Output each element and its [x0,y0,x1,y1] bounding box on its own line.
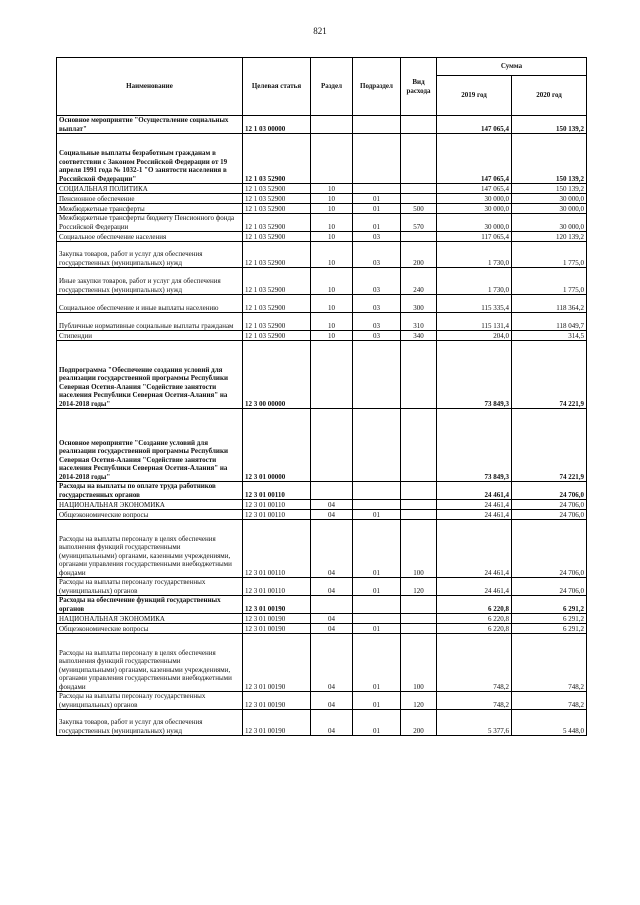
row-name-cell: Межбюджетные трансферты бюджету Пенсионного фонда Российской Федерации [57,214,243,232]
table-row [57,596,587,614]
row-code-cell: 12 1 03 52900 [243,295,311,313]
row-expense-type-cell: 240 [401,268,437,295]
header-sum: Сумма [437,58,587,76]
row-section-cell: 10 [311,232,353,242]
row-subsection-cell: 01 [353,214,401,232]
row-name-cell: Расходы на выплаты персоналу государственных (муниципальных) органов [57,692,243,710]
row-section-cell [311,409,353,482]
row-2020-value: 118 049,7 [512,313,587,331]
header-year-2019: 2019 год [437,76,512,116]
row-2020-value: 150 139,2 [512,116,587,134]
row-section-cell: 04 [311,510,353,520]
row-name-cell: Публичные нормативные социальные выплаты гражданам [57,313,243,331]
row-name-cell: Социальное обеспечение населения [57,232,243,242]
table-row [57,341,587,409]
table-row [57,268,587,295]
row-2020-value: 30 000,0 [512,194,587,204]
header-code: Целевая статья [243,58,311,116]
header-expense-type: Вид расхода [401,58,437,116]
table-row [57,204,587,214]
table-row [57,710,587,736]
row-2020-value: 118 364,2 [512,295,587,313]
row-section-cell [311,341,353,409]
row-2020-value: 24 706,0 [512,500,587,510]
row-2020-value: 150 139,2 [512,184,587,194]
row-code-cell: 12 3 01 00110 [243,520,311,578]
row-2019-value: 6 220,8 [437,596,512,614]
header-section: Раздел [311,58,353,116]
row-subsection-cell: 01 [353,634,401,692]
row-subsection-cell: 01 [353,204,401,214]
row-2020-value: 30 000,0 [512,204,587,214]
row-name-cell: Подпрограмма "Обеспечение создания условий для реализации государственной программы Республики Северная Осетия-Алания "Содействие занятости населения Республики Северная Осетия-Алания" на 2014-2018 годы" [57,341,243,409]
row-subsection-cell [353,409,401,482]
row-code-cell: 12 3 01 00000 [243,409,311,482]
table-row [57,214,587,232]
row-expense-type-cell [401,596,437,614]
row-subsection-cell [353,500,401,510]
row-section-cell: 04 [311,500,353,510]
row-name-cell: Социальные выплаты безработным гражданам в соответствии с Законом Российской Федерации от 19 апреля 1991 года № 1032-1 "О занятости населения в Российской Федерации" [57,134,243,184]
row-code-cell: 12 1 03 52900 [243,134,311,184]
row-subsection-cell: 01 [353,578,401,596]
row-expense-type-cell: 120 [401,578,437,596]
row-2020-value: 24 706,0 [512,520,587,578]
row-code-cell: 12 1 03 00000 [243,116,311,134]
row-2019-value: 24 461,4 [437,520,512,578]
row-expense-type-cell [401,510,437,520]
row-2019-value: 24 461,4 [437,500,512,510]
table-row [57,614,587,624]
row-2019-value: 1 730,0 [437,242,512,268]
row-section-cell: 10 [311,313,353,331]
row-2020-value: 30 000,0 [512,214,587,232]
row-2019-value: 115 335,4 [437,295,512,313]
row-2019-value: 117 065,4 [437,232,512,242]
row-section-cell: 10 [311,268,353,295]
row-expense-type-cell: 200 [401,710,437,736]
page-number: 821 [313,26,327,36]
row-expense-type-cell: 100 [401,634,437,692]
row-code-cell: 12 3 01 00190 [243,692,311,710]
row-name-cell: Общеэкономические вопросы [57,624,243,634]
row-section-cell: 10 [311,242,353,268]
table-row [57,510,587,520]
row-code-cell: 12 3 01 00190 [243,614,311,624]
row-name-cell: Стипендии [57,331,243,341]
row-subsection-cell: 01 [353,194,401,204]
row-subsection-cell [353,614,401,624]
row-2020-value: 24 706,0 [512,482,587,500]
row-name-cell: Социальное обеспечение и иные выплаты населению [57,295,243,313]
row-2020-value: 6 291,2 [512,596,587,614]
row-subsection-cell [353,184,401,194]
row-subsection-cell: 01 [353,710,401,736]
row-2019-value: 748,2 [437,634,512,692]
row-section-cell: 04 [311,634,353,692]
table-row [57,578,587,596]
table-row [57,624,587,634]
row-expense-type-cell [401,409,437,482]
table-row [57,409,587,482]
row-section-cell: 04 [311,578,353,596]
row-section-cell [311,116,353,134]
table-row [57,500,587,510]
row-code-cell: 12 3 01 00190 [243,710,311,736]
row-section-cell: 10 [311,184,353,194]
row-section-cell [311,134,353,184]
row-expense-type-cell [401,134,437,184]
row-2019-value: 30 000,0 [437,214,512,232]
row-section-cell: 10 [311,214,353,232]
row-name-cell: Закупка товаров, работ и услуг для обеспечения государственных (муниципальных) нужд [57,710,243,736]
table-row [57,482,587,500]
row-2019-value: 115 131,4 [437,313,512,331]
row-name-cell: Межбюджетные трансферты [57,204,243,214]
row-subsection-cell: 03 [353,242,401,268]
row-code-cell: 12 3 01 00190 [243,634,311,692]
row-2019-value: 147 065,4 [437,134,512,184]
row-name-cell: НАЦИОНАЛЬНАЯ ЭКОНОМИКА [57,500,243,510]
row-section-cell: 10 [311,331,353,341]
row-name-cell: СОЦИАЛЬНАЯ ПОЛИТИКА [57,184,243,194]
row-expense-type-cell: 200 [401,242,437,268]
row-section-cell: 04 [311,692,353,710]
row-subsection-cell: 01 [353,624,401,634]
row-code-cell: 12 3 00 00000 [243,341,311,409]
row-code-cell: 12 1 03 52900 [243,313,311,331]
row-expense-type-cell [401,341,437,409]
row-expense-type-cell: 300 [401,295,437,313]
row-2019-value: 1 730,0 [437,268,512,295]
row-section-cell [311,482,353,500]
row-subsection-cell: 01 [353,692,401,710]
row-code-cell: 12 3 01 00110 [243,482,311,500]
header-subsection: Подраздел [353,58,401,116]
row-code-cell: 12 3 01 00110 [243,510,311,520]
row-expense-type-cell [401,482,437,500]
table-row [57,116,587,134]
row-subsection-cell: 01 [353,520,401,578]
row-2020-value: 6 291,2 [512,624,587,634]
header-name: Наименование [57,58,243,116]
row-2019-value: 6 220,8 [437,614,512,624]
row-subsection-cell: 03 [353,313,401,331]
row-2019-value: 147 065,4 [437,116,512,134]
row-name-cell: НАЦИОНАЛЬНАЯ ЭКОНОМИКА [57,614,243,624]
row-2020-value: 74 221,9 [512,409,587,482]
row-2019-value: 147 065,4 [437,184,512,194]
row-code-cell: 12 1 03 52900 [243,194,311,204]
row-section-cell: 04 [311,710,353,736]
row-2020-value: 6 291,2 [512,614,587,624]
row-section-cell: 10 [311,295,353,313]
table-row [57,295,587,313]
row-expense-type-cell: 340 [401,331,437,341]
row-code-cell: 12 1 03 52900 [243,232,311,242]
row-expense-type-cell [401,614,437,624]
row-subsection-cell: 03 [353,295,401,313]
row-section-cell: 04 [311,614,353,624]
table-row [57,134,587,184]
row-2020-value: 748,2 [512,692,587,710]
row-2019-value: 24 461,4 [437,578,512,596]
row-subsection-cell: 03 [353,232,401,242]
row-name-cell: Иные закупки товаров, работ и услуг для обеспечения государственных (муниципальных) нужд [57,268,243,295]
row-name-cell: Расходы на выплаты персоналу в целях обеспечения выполнения функций государственными (муниципальными) органами, казенными учреждениями, органами управления государственными внебюджетными фондами [57,520,243,578]
row-2020-value: 120 139,2 [512,232,587,242]
row-section-cell: 04 [311,624,353,634]
row-expense-type-cell: 500 [401,204,437,214]
row-expense-type-cell: 570 [401,214,437,232]
row-code-cell: 12 3 01 00110 [243,578,311,596]
table-row [57,242,587,268]
table-header [57,58,587,116]
row-subsection-cell: 01 [353,510,401,520]
row-expense-type-cell [401,500,437,510]
row-code-cell: 12 1 03 52900 [243,214,311,232]
row-name-cell: Расходы на выплаты персоналу в целях обеспечения выполнения функций государственными (муниципальными) органами, казенными учреждениями, органами управления государственными внебюджетными фондами [57,634,243,692]
row-name-cell: Расходы на обеспечение функций государственных органов [57,596,243,614]
table-row [57,634,587,692]
row-expense-type-cell: 100 [401,520,437,578]
row-name-cell: Пенсионное обеспечение [57,194,243,204]
row-section-cell: 04 [311,520,353,578]
row-2019-value: 24 461,4 [437,482,512,500]
row-name-cell: Закупка товаров, работ и услуг для обеспечения государственных (муниципальных) нужд [57,242,243,268]
row-code-cell: 12 3 01 00190 [243,624,311,634]
row-2019-value: 204,0 [437,331,512,341]
row-code-cell: 12 1 03 52900 [243,242,311,268]
row-expense-type-cell [401,116,437,134]
row-name-cell: Общеэкономические вопросы [57,510,243,520]
row-code-cell: 12 3 01 00110 [243,500,311,510]
row-code-cell: 12 1 03 52900 [243,184,311,194]
header-year-2020: 2020 год [512,76,587,116]
row-2020-value: 1 775,0 [512,268,587,295]
row-2020-value: 748,2 [512,634,587,692]
table-body [57,116,587,736]
row-expense-type-cell [401,624,437,634]
table-row [57,194,587,204]
table-row [57,520,587,578]
row-code-cell: 12 3 01 00190 [243,596,311,614]
table-row [57,232,587,242]
table-row [57,313,587,331]
row-2019-value: 6 220,8 [437,624,512,634]
row-code-cell: 12 1 03 52900 [243,204,311,214]
row-subsection-cell: 03 [353,331,401,341]
row-2020-value: 74 221,9 [512,341,587,409]
row-subsection-cell [353,134,401,184]
row-2020-value: 24 706,0 [512,510,587,520]
row-2019-value: 5 377,6 [437,710,512,736]
row-2019-value: 30 000,0 [437,194,512,204]
row-subsection-cell [353,482,401,500]
row-2019-value: 24 461,4 [437,510,512,520]
row-subsection-cell [353,116,401,134]
row-section-cell: 10 [311,194,353,204]
row-code-cell: 12 1 03 52900 [243,268,311,295]
row-name-cell: Расходы на выплаты по оплате труда работников государственных органов [57,482,243,500]
row-2020-value: 1 775,0 [512,242,587,268]
table-row [57,331,587,341]
row-2019-value: 30 000,0 [437,204,512,214]
row-expense-type-cell [401,184,437,194]
row-2020-value: 150 139,2 [512,134,587,184]
row-section-cell: 10 [311,204,353,214]
row-section-cell [311,596,353,614]
row-2020-value: 5 448,0 [512,710,587,736]
row-2020-value: 314,5 [512,331,587,341]
row-subsection-cell [353,341,401,409]
row-2019-value: 73 849,3 [437,341,512,409]
row-name-cell: Основное мероприятие "Создание условий для реализации государственной программы Республики Северная Осетия-Алания "Содействие занятости населения Республики Северная Осетия-Алания" на 2014-2018 годы" [57,409,243,482]
row-expense-type-cell [401,232,437,242]
row-2020-value: 24 706,0 [512,578,587,596]
budget-table [56,57,587,736]
row-code-cell: 12 1 03 52900 [243,331,311,341]
row-expense-type-cell: 310 [401,313,437,331]
table-row [57,692,587,710]
row-name-cell: Расходы на выплаты персоналу государственных (муниципальных) органов [57,578,243,596]
row-subsection-cell: 03 [353,268,401,295]
row-expense-type-cell: 120 [401,692,437,710]
row-2019-value: 748,2 [437,692,512,710]
row-2019-value: 73 849,3 [437,409,512,482]
row-name-cell: Основное мероприятие "Осуществление социальных выплат" [57,116,243,134]
row-subsection-cell [353,596,401,614]
row-expense-type-cell [401,194,437,204]
table-row [57,184,587,194]
